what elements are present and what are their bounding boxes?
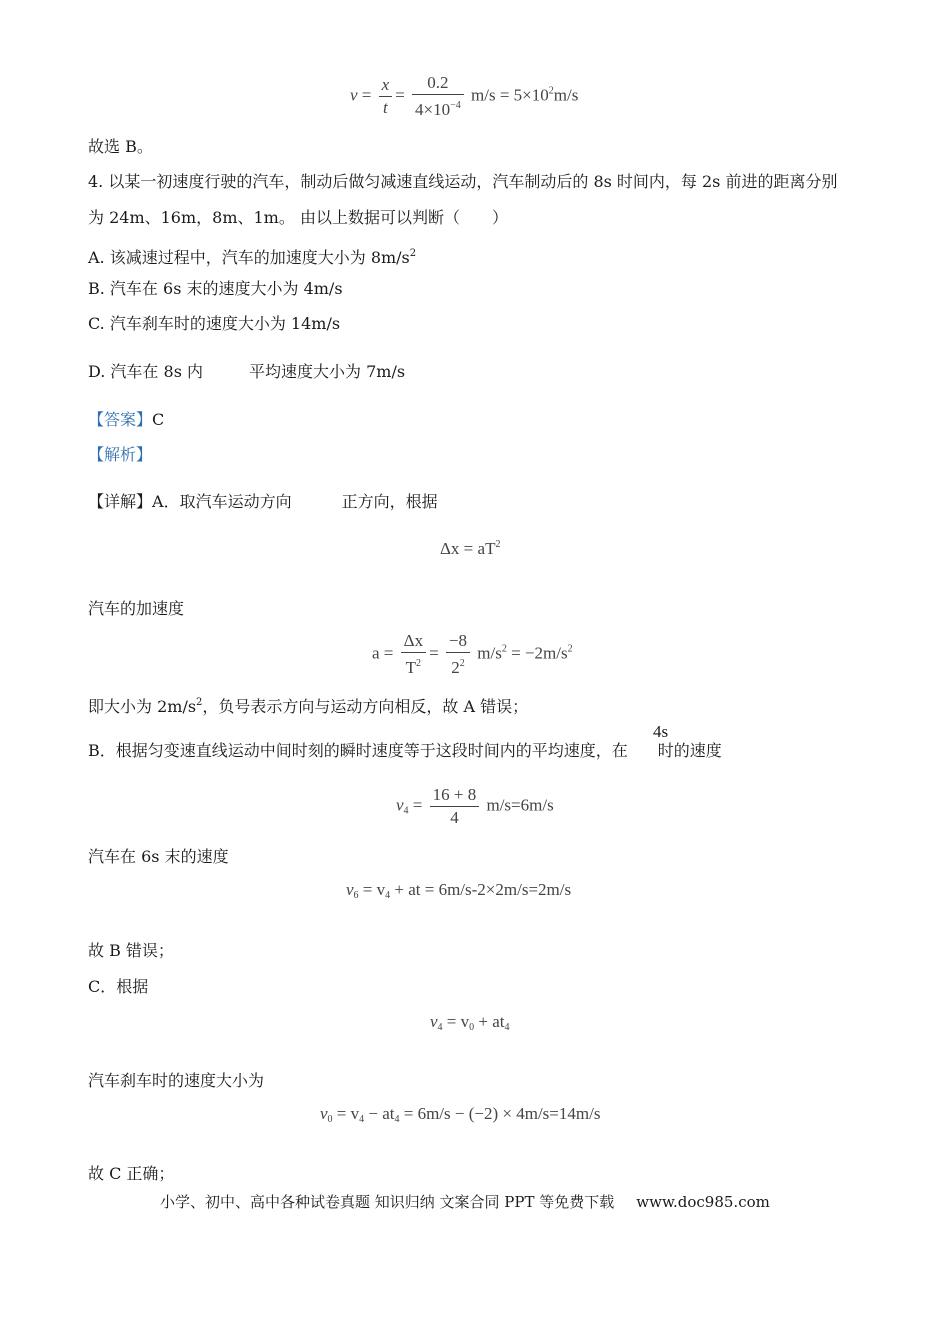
conclusion-c: 故 C 正确； xyxy=(88,1164,175,1183)
footer-text: 小学、初中、高中各种试卷真题 知识归纳 文案合同 PPT 等免费下载 xyxy=(160,1193,615,1211)
v0-label: 汽车刹车时的速度大小为 xyxy=(88,1071,265,1090)
option-d: D. 汽车在 8s 内 平均速度大小为 7m/s xyxy=(88,362,406,381)
v4-v0-equation: $v_4 = v_0 + at_4$ xyxy=(430,1012,510,1033)
delta-x-equation: $\Delta x = aT^2$ xyxy=(440,539,501,558)
v0-equation: $v_0 = v_4 - at_4 = 6m/s - (-2) \times 4m/s=14m/s$ xyxy=(320,1104,601,1125)
question-stem: 4. 以某一初速度行驶的汽车，制动后做匀减速直线运动，汽车制动后的 8s 时间内，每 2s 前进的距离分别 xyxy=(88,172,838,191)
acceleration-equation: a = $\frac{\Delta x}{T^2}$ = $\frac{-8}{2^2}$ $m/s^2 = -2m/s^2$ xyxy=(372,631,573,677)
time-4s: 4s xyxy=(653,722,669,741)
detail-b: B．根据匀变速直线运动中间时刻的瞬时速度等于这段时间内的平均速度，在 时的速度 xyxy=(88,741,722,760)
v6-label: 汽车在 6s 末的速度 xyxy=(88,847,229,866)
analysis-heading: 【解析】 xyxy=(88,445,153,464)
detail-c: C．根据 xyxy=(88,977,149,996)
option-c: C. 汽车刹车时的速度大小为 14m/s xyxy=(88,314,341,333)
conclusion-b: 故 B 错误； xyxy=(88,941,174,960)
v6-equation: $v_6 = v_4$ + at = 6m/s-2×2m/s=2m/s xyxy=(346,880,572,901)
velocity-equation: v = $\frac{x}{t}$ = $\frac{0.2}{4\times 10^{-4}}$ $m/s = 5\times 10^2m/s$ xyxy=(350,73,579,119)
accel-label: 汽车的加速度 xyxy=(88,599,185,618)
v4-equation: $v_4$ = $\frac{16 + 8}{4}$ m/s=6m/s xyxy=(396,785,554,827)
detail-a: 【详解】A．取汽车运动方向 正方向，根据 xyxy=(88,492,438,511)
footer-url[interactable]: www.doc985.com xyxy=(636,1193,770,1211)
answer: 【答案】C xyxy=(88,410,165,429)
text-line: 故选 B。 xyxy=(88,137,153,156)
page-footer xyxy=(160,1191,770,1212)
conclusion-a: 即大小为 $2m/s^2$，负号表示方向与运动方向相反，故 A 错误； xyxy=(88,697,529,716)
question-stem-cont: 为 24m、16m，8m、1m。 由以上数据可以判断（ ） xyxy=(88,208,508,227)
option-a: A. 该减速过程中，汽车的加速度大小为 $8m/s^2$ xyxy=(88,248,417,267)
option-b: B. 汽车在 6s 末的速度大小为 4m/s xyxy=(88,279,343,298)
